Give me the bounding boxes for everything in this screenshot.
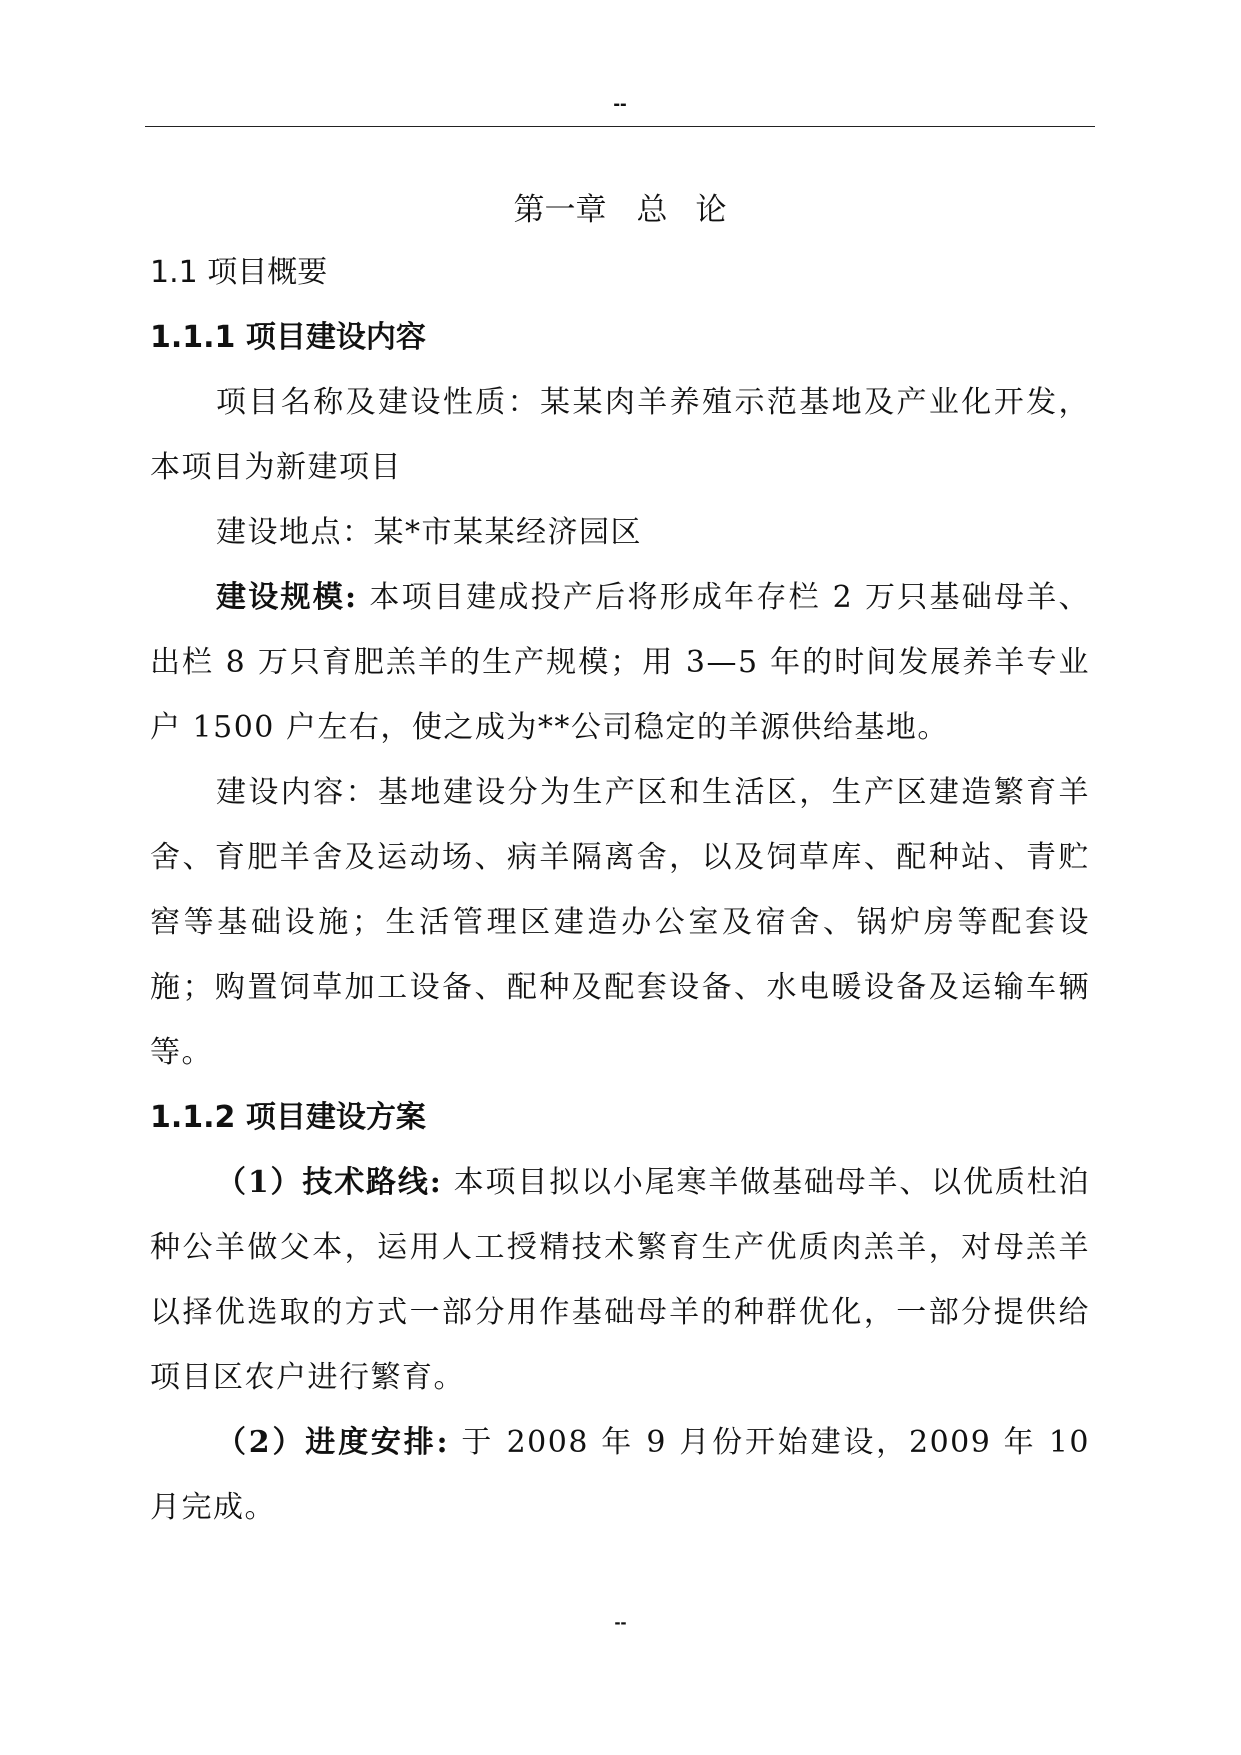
paragraph-lead: （2）进度安排: (216, 1425, 450, 1460)
paragraph-text: 建设地点：某*市某某经济园区 (216, 515, 642, 550)
paragraph-lead: 建设规模: (216, 580, 358, 615)
section-1-1-heading: 1.1 项目概要 (150, 255, 328, 290)
paragraph-schedule (150, 1410, 1090, 1540)
paragraph-lead: （1）技术路线: (216, 1165, 443, 1200)
paragraph-location (150, 500, 1090, 565)
page-footer-mark: -- (614, 1612, 627, 1632)
paragraph-content (150, 760, 1090, 1085)
paragraph-text: 于 2008 年 9 月份开始建设，2009 年 10 月完成。 (150, 1425, 1090, 1525)
paragraph-project-name (150, 370, 1090, 500)
chapter-char-2: 论 (695, 192, 727, 228)
chapter-prefix: 第一章 (513, 192, 607, 228)
section-1-1-2-heading: 1.1.2 项目建设方案 (150, 1100, 426, 1135)
paragraph-scale (150, 565, 1090, 760)
chapter-char-1: 总 (636, 192, 668, 228)
chapter-title (150, 180, 1090, 240)
document-body (150, 180, 1090, 1540)
section-1-1-1-heading: 1.1.1 项目建设内容 (150, 320, 426, 355)
paragraph-technical-route (150, 1150, 1090, 1410)
paragraph-text: 本项目拟以小尾寒羊做基础母羊、以优质杜泊种公羊做父本，运用人工授精技术繁育生产优质肉羔羊，对母羔羊以择优选取的方式一部分用作基础母羊的种群优化，一部分提供给项目区农户进行繁育。 (150, 1165, 1090, 1395)
paragraph-text: 建设内容：基地建设分为生产区和生活区，生产区建造繁育羊舍、育肥羊舍及运动场、病羊隔离舍，以及饲草库、配种站、青贮窖等基础设施；生活管理区建造办公室及宿舍、锅炉房等配套设施；购置饲草加工设备、配种及配套设备、水电暖设备及运输车辆等。 (150, 775, 1090, 1070)
paragraph-text: 本项目建成投产后将形成年存栏 2 万只基础母羊、出栏 8 万只育肥羔羊的生产规模；用 3—5 年的时间发展养羊专业户 1500 户左右，使之成为**公司稳定的羊源供给基地。 (150, 580, 1090, 745)
header-mark: -- (613, 93, 627, 115)
page-header (145, 92, 1095, 127)
paragraph-text: 项目名称及建设性质：某某肉羊养殖示范基地及产业化开发，本项目为新建项目 (150, 385, 1090, 485)
